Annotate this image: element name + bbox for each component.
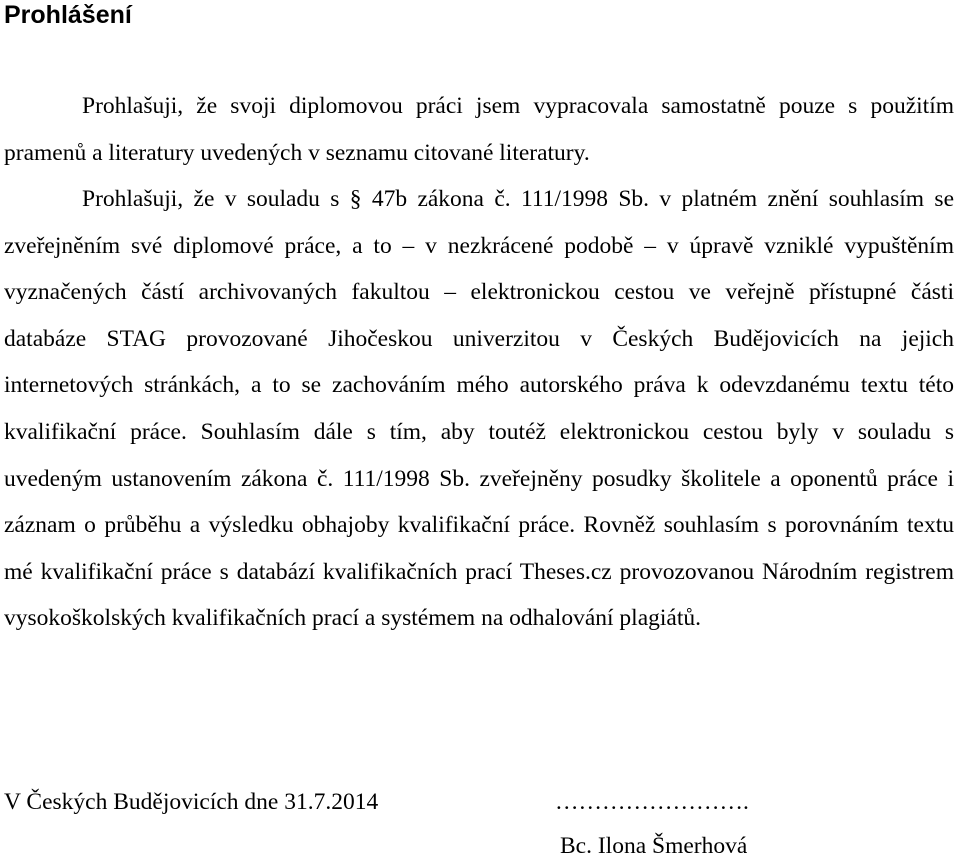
place-and-date: V Českých Budějovicích dne 31.7.2014 <box>4 789 379 815</box>
declaration-paragraph-2: Prohlašuji, že v souladu s § 47b zákona č. 111/1998 Sb. v platném znění souhlasím se zveřejněním své diplomové práce, a to – v nezkrácené podobě – v úpravě vzniklé vypuštěním vyznačených částí archivovaných fakultou – elektronickou cestou ve veřejně přístupné části databáze STAG provozované Jihočeskou univerzitou v Českých Budějovicích na jejich internetových stránkách, a to se zachováním mého autorského práva k odevzdanému textu této kvalifikační práce. Souhlasím dále s tím, aby toutéž elektronickou cestou byly v souladu s uvedeným ustanovením zákona č. 111/1998 Sb. zveřejněny posudky školitele a oponentů práce i záznam o průběhu a výsledku obhajoby kvalifikační práce. Rovněž souhlasím s porovnáním textu mé kvalifikační práce s databází kvalifikačních prací Theses.cz provozovanou Národním registrem vysokoškolských kvalifikačních prací a systémem na odhalování plagiátů. <box>4 186 954 632</box>
signature-placeholder: ……………………. <box>555 789 749 815</box>
signer-name: Bc. Ilona Šmerhová <box>560 833 748 859</box>
signature-line <box>4 784 954 820</box>
page-title: Prohlášení <box>4 1 132 29</box>
declaration-paragraph-1: Prohlašuji, že svoji diplomovou práci jsem vypracovala samostatně pouze s použitím pramenů a literatury uvedených v seznamu citované literatury. <box>4 93 954 166</box>
